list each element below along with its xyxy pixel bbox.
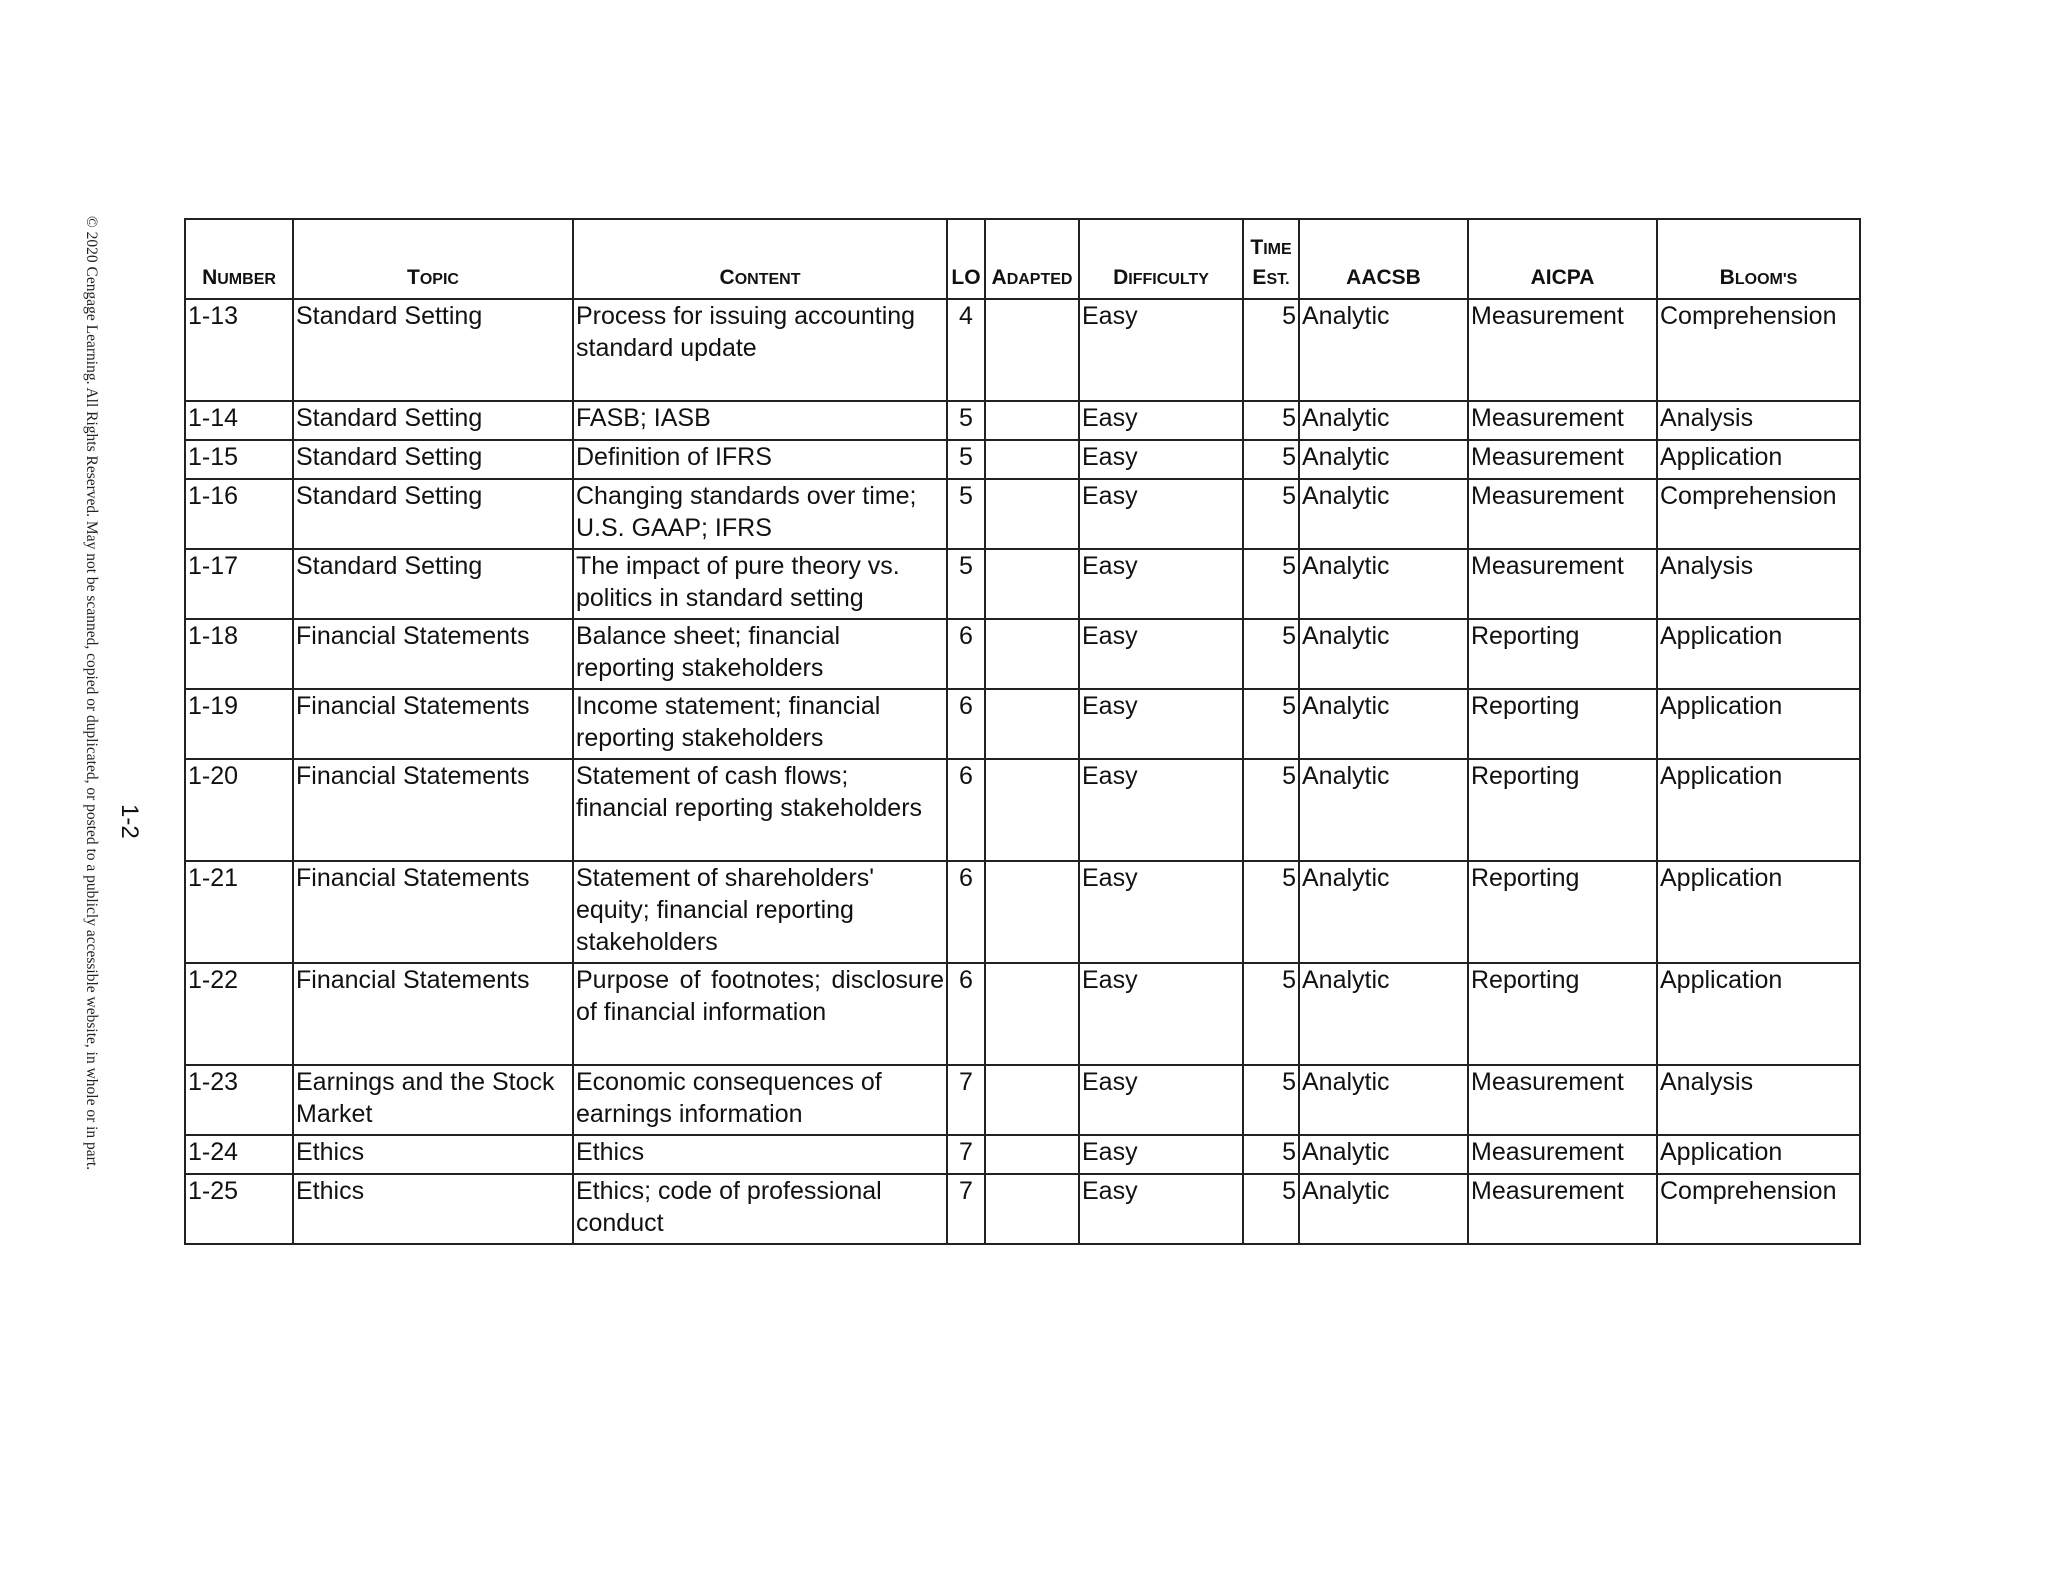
cell-blooms: Application (1657, 440, 1860, 479)
cell-adapted (985, 1065, 1079, 1135)
cell-adapted (985, 619, 1079, 689)
header-topic: TOPIC (293, 219, 573, 299)
cell-blooms: Comprehension (1657, 479, 1860, 549)
cell-blooms: Comprehension (1657, 299, 1860, 401)
cell-blooms: Analysis (1657, 1065, 1860, 1135)
cell-time: 5 (1243, 401, 1299, 440)
cell-time: 5 (1243, 440, 1299, 479)
cell-topic: Financial Statements (293, 619, 573, 689)
table-row (185, 440, 1860, 479)
cell-aacsb: Analytic (1299, 689, 1468, 759)
cell-aicpa: Measurement (1468, 1135, 1657, 1174)
cell-time: 5 (1243, 689, 1299, 759)
cell-content: Statement of shareholders' equity; financial reporting stakeholders (573, 861, 947, 963)
cell-time: 5 (1243, 1065, 1299, 1135)
cell-adapted (985, 299, 1079, 401)
cell-lo: 6 (947, 689, 985, 759)
cell-number: 1-14 (185, 401, 293, 440)
cell-time: 5 (1243, 299, 1299, 401)
header-content: CONTENT (573, 219, 947, 299)
cell-topic: Financial Statements (293, 861, 573, 963)
table-row (185, 1065, 1860, 1135)
cell-lo: 7 (947, 1174, 985, 1244)
cell-adapted (985, 689, 1079, 759)
cell-adapted (985, 1135, 1079, 1174)
cell-time: 5 (1243, 861, 1299, 963)
header-adapted: ADAPTED (985, 219, 1079, 299)
cell-aicpa: Reporting (1468, 861, 1657, 963)
table-row (185, 479, 1860, 549)
header-blooms: BLOOM'S (1657, 219, 1860, 299)
cell-lo: 7 (947, 1135, 985, 1174)
cell-number: 1-17 (185, 549, 293, 619)
cell-adapted (985, 440, 1079, 479)
header-time-est: TIME EST. (1243, 219, 1299, 299)
cell-aacsb: Analytic (1299, 963, 1468, 1065)
cell-aacsb: Analytic (1299, 479, 1468, 549)
cell-time: 5 (1243, 549, 1299, 619)
cell-adapted (985, 1174, 1079, 1244)
cell-difficulty: Easy (1079, 549, 1243, 619)
cell-topic: Financial Statements (293, 963, 573, 1065)
table-row (185, 299, 1860, 401)
cell-difficulty: Easy (1079, 759, 1243, 861)
cell-aicpa: Measurement (1468, 479, 1657, 549)
cell-aacsb: Analytic (1299, 1135, 1468, 1174)
cell-aacsb: Analytic (1299, 759, 1468, 861)
cell-aicpa: Measurement (1468, 401, 1657, 440)
header-aicpa: AICPA (1468, 219, 1657, 299)
cell-aicpa: Measurement (1468, 1174, 1657, 1244)
cell-adapted (985, 963, 1079, 1065)
cell-blooms: Application (1657, 1135, 1860, 1174)
cell-number: 1-18 (185, 619, 293, 689)
cell-aicpa: Measurement (1468, 1065, 1657, 1135)
table-row (185, 619, 1860, 689)
table-row (185, 1135, 1860, 1174)
cell-difficulty: Easy (1079, 479, 1243, 549)
cell-lo: 5 (947, 401, 985, 440)
header-row (185, 219, 1860, 299)
cell-topic: Ethics (293, 1135, 573, 1174)
cell-number: 1-25 (185, 1174, 293, 1244)
cell-aicpa: Measurement (1468, 299, 1657, 401)
cell-adapted (985, 861, 1079, 963)
header-difficulty: DIFFICULTY (1079, 219, 1243, 299)
cell-aacsb: Analytic (1299, 401, 1468, 440)
cell-content: Purpose of footnotes; disclosure of financial information (573, 963, 947, 1065)
header-number: NUMBER (185, 219, 293, 299)
cell-lo: 6 (947, 619, 985, 689)
table-row (185, 861, 1860, 963)
cell-blooms: Application (1657, 689, 1860, 759)
cell-blooms: Application (1657, 759, 1860, 861)
cell-difficulty: Easy (1079, 689, 1243, 759)
cell-content: Statement of cash flows; financial reporting stakeholders (573, 759, 947, 861)
cell-topic: Financial Statements (293, 759, 573, 861)
cell-topic: Standard Setting (293, 299, 573, 401)
cell-time: 5 (1243, 1135, 1299, 1174)
cell-blooms: Application (1657, 861, 1860, 963)
header-aacsb: AACSB (1299, 219, 1468, 299)
cell-difficulty: Easy (1079, 861, 1243, 963)
cell-number: 1-22 (185, 963, 293, 1065)
cell-blooms: Application (1657, 963, 1860, 1065)
header-lo: LO (947, 219, 985, 299)
cell-difficulty: Easy (1079, 299, 1243, 401)
cell-difficulty: Easy (1079, 1135, 1243, 1174)
cell-lo: 6 (947, 759, 985, 861)
cell-number: 1-16 (185, 479, 293, 549)
table-row (185, 1174, 1860, 1244)
cell-aicpa: Reporting (1468, 619, 1657, 689)
cell-number: 1-15 (185, 440, 293, 479)
cell-content: Ethics; code of professional conduct (573, 1174, 947, 1244)
cell-aicpa: Reporting (1468, 963, 1657, 1065)
cell-time: 5 (1243, 479, 1299, 549)
cell-adapted (985, 549, 1079, 619)
cell-time: 5 (1243, 619, 1299, 689)
cell-aacsb: Analytic (1299, 440, 1468, 479)
cell-time: 5 (1243, 759, 1299, 861)
cell-difficulty: Easy (1079, 619, 1243, 689)
table-row (185, 689, 1860, 759)
table-row (185, 963, 1860, 1065)
cell-lo: 6 (947, 861, 985, 963)
cell-content: The impact of pure theory vs. politics in standard setting (573, 549, 947, 619)
cell-blooms: Comprehension (1657, 1174, 1860, 1244)
cell-difficulty: Easy (1079, 1065, 1243, 1135)
cell-content: FASB; IASB (573, 401, 947, 440)
cell-aacsb: Analytic (1299, 299, 1468, 401)
cell-number: 1-23 (185, 1065, 293, 1135)
cell-topic: Standard Setting (293, 401, 573, 440)
cell-blooms: Application (1657, 619, 1860, 689)
cell-difficulty: Easy (1079, 440, 1243, 479)
cell-number: 1-24 (185, 1135, 293, 1174)
cell-aacsb: Analytic (1299, 861, 1468, 963)
table-row (185, 759, 1860, 861)
cell-number: 1-19 (185, 689, 293, 759)
cell-aacsb: Analytic (1299, 1065, 1468, 1135)
cell-topic: Standard Setting (293, 440, 573, 479)
cell-content: Income statement; financial reporting stakeholders (573, 689, 947, 759)
cell-number: 1-21 (185, 861, 293, 963)
table-row (185, 549, 1860, 619)
cell-topic: Standard Setting (293, 479, 573, 549)
cell-blooms: Analysis (1657, 401, 1860, 440)
cell-content: Definition of IFRS (573, 440, 947, 479)
cell-content: Economic consequences of earnings information (573, 1065, 947, 1135)
cell-time: 5 (1243, 1174, 1299, 1244)
cell-content: Ethics (573, 1135, 947, 1174)
cell-number: 1-20 (185, 759, 293, 861)
cell-aicpa: Measurement (1468, 440, 1657, 479)
cell-lo: 5 (947, 440, 985, 479)
cell-topic: Financial Statements (293, 689, 573, 759)
cell-lo: 4 (947, 299, 985, 401)
cell-adapted (985, 401, 1079, 440)
cell-lo: 6 (947, 963, 985, 1065)
cell-time: 5 (1243, 963, 1299, 1065)
cell-aacsb: Analytic (1299, 549, 1468, 619)
cell-difficulty: Easy (1079, 401, 1243, 440)
cell-aicpa: Reporting (1468, 689, 1657, 759)
cell-content: Changing standards over time; U.S. GAAP; IFRS (573, 479, 947, 549)
cell-topic: Earnings and the Stock Market (293, 1065, 573, 1135)
cell-adapted (985, 759, 1079, 861)
cell-lo: 5 (947, 479, 985, 549)
copyright-notice: © 2020 Cengage Learning. All Rights Reserved. May not be scanned, copied or duplicated, or posted to a publicly accessible website, in whole or in part. (83, 216, 100, 1171)
cell-number: 1-13 (185, 299, 293, 401)
cell-aacsb: Analytic (1299, 1174, 1468, 1244)
cell-aicpa: Measurement (1468, 549, 1657, 619)
cell-aicpa: Reporting (1468, 759, 1657, 861)
cell-adapted (985, 479, 1079, 549)
cell-topic: Standard Setting (293, 549, 573, 619)
cell-difficulty: Easy (1079, 963, 1243, 1065)
cell-lo: 7 (947, 1065, 985, 1135)
cell-topic: Ethics (293, 1174, 573, 1244)
question-table (184, 218, 1861, 1245)
table-row (185, 401, 1860, 440)
cell-lo: 5 (947, 549, 985, 619)
page-number: 1-2 (116, 804, 143, 839)
cell-content: Balance sheet; financial reporting stakeholders (573, 619, 947, 689)
cell-blooms: Analysis (1657, 549, 1860, 619)
cell-content: Process for issuing accounting standard update (573, 299, 947, 401)
cell-difficulty: Easy (1079, 1174, 1243, 1244)
cell-aacsb: Analytic (1299, 619, 1468, 689)
